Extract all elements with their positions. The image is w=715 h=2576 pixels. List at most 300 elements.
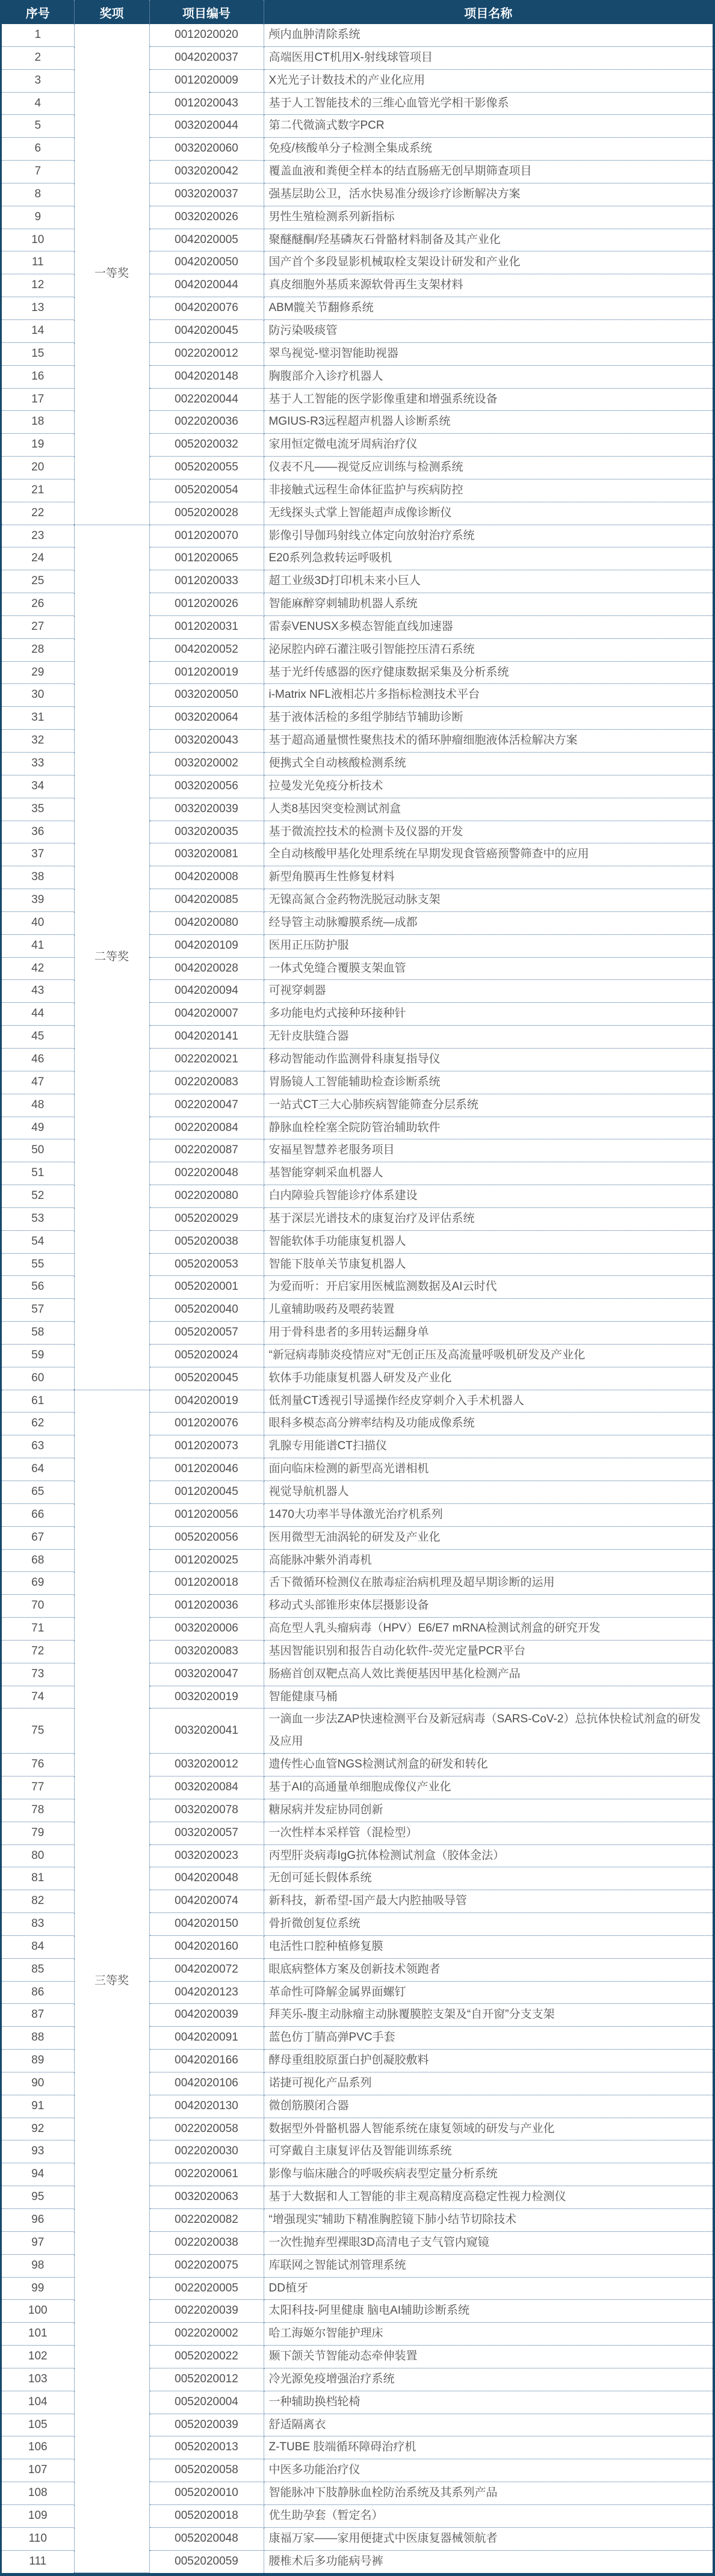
- code-cell: 0022020039: [149, 2300, 264, 2323]
- code-cell: 0032020063: [149, 2186, 264, 2209]
- code-cell: 0012020018: [149, 1572, 264, 1595]
- name-cell: 便携式全自动核酸检测系统: [264, 753, 713, 775]
- code-cell: 0032020026: [149, 206, 264, 229]
- serial-cell: 6: [2, 138, 74, 161]
- code-cell: 0052020045: [149, 1367, 264, 1390]
- name-cell: 基于深层光谱技术的康复治疗及评估系统: [264, 1207, 713, 1230]
- serial-cell: 85: [2, 1958, 74, 1981]
- name-cell: 国产首个多段显影机械取栓支架设计研发和产业化: [264, 251, 713, 274]
- name-cell: 雷泰VENUSX多模态智能直线加速器: [264, 615, 713, 638]
- code-cell: 0042020028: [149, 957, 264, 980]
- serial-cell: 30: [2, 684, 74, 707]
- code-cell: 0042020130: [149, 2095, 264, 2118]
- serial-cell: 93: [2, 2140, 74, 2163]
- code-cell: 0032020002: [149, 753, 264, 775]
- serial-cell: 52: [2, 1185, 74, 1208]
- code-cell: 0042020150: [149, 1913, 264, 1936]
- serial-cell: 3: [2, 69, 74, 92]
- serial-cell: 54: [2, 1230, 74, 1253]
- name-cell: 基于大数据和人工智能的非主观高精度高稳定性视力检测仪: [264, 2186, 713, 2209]
- code-cell: 0032020047: [149, 1663, 264, 1686]
- serial-cell: 105: [2, 2414, 74, 2436]
- name-cell: i-Matrix NFL液相芯片多指标检测技术平台: [264, 684, 713, 707]
- code-cell: 0042020052: [149, 638, 264, 661]
- name-cell: 胸腹部介入诊疗机器人: [264, 365, 713, 388]
- serial-cell: 72: [2, 1640, 74, 1663]
- name-cell: 颞下颌关节智能动态牵伸装置: [264, 2346, 713, 2368]
- name-cell: “新冠病毒肺炎疫情应对”无创正压及高流量呼吸机研发及产业化: [264, 1344, 713, 1367]
- name-cell: 新型角膜再生性修复材料: [264, 866, 713, 889]
- name-cell: 基于微流控技术的检测卡及仪器的开发: [264, 821, 713, 843]
- code-cell: 0032020041: [149, 1709, 264, 1754]
- serial-cell: 7: [2, 161, 74, 183]
- table-row: [2, 525, 713, 547]
- serial-cell: 44: [2, 1003, 74, 1026]
- name-cell: 一体式免缝合覆膜支架血管: [264, 957, 713, 980]
- code-cell: 0052020010: [149, 2482, 264, 2505]
- code-cell: 0022020058: [149, 2118, 264, 2140]
- code-cell: 0052020032: [149, 434, 264, 457]
- name-cell: 康福万家——家用便捷式中医康复器械领航者: [264, 2527, 713, 2550]
- serial-cell: 76: [2, 1754, 74, 1776]
- code-cell: 0042020094: [149, 980, 264, 1003]
- name-cell: 可视穿刺器: [264, 980, 713, 1003]
- code-cell: 0032020057: [149, 1822, 264, 1844]
- table-body: [2, 24, 713, 2573]
- name-cell: 医用正压防护服: [264, 934, 713, 957]
- serial-cell: 109: [2, 2504, 74, 2527]
- name-cell: 库联网之智能试剂管理系统: [264, 2254, 713, 2277]
- name-cell: MGIUS-R3远程超声机器人诊断系统: [264, 411, 713, 434]
- serial-cell: 70: [2, 1595, 74, 1618]
- serial-cell: 36: [2, 821, 74, 843]
- name-cell: 冷光源免疫增强治疗系统: [264, 2368, 713, 2391]
- name-cell: 安福星智慧养老服务项目: [264, 1139, 713, 1162]
- serial-cell: 10: [2, 229, 74, 251]
- code-cell: 0052020040: [149, 1299, 264, 1322]
- name-cell: 可穿戴自主康复评估及智能训练系统: [264, 2140, 713, 2163]
- table-row: [2, 1390, 713, 1413]
- name-cell: ABM髋关节翻修系统: [264, 297, 713, 320]
- name-cell: 基于人工智能的医学影像重建和增强系统设备: [264, 388, 713, 411]
- code-cell: 0012020056: [149, 1503, 264, 1526]
- code-cell: 0052020028: [149, 502, 264, 525]
- serial-cell: 62: [2, 1413, 74, 1435]
- code-cell: 0032020012: [149, 1754, 264, 1776]
- serial-cell: 73: [2, 1663, 74, 1686]
- serial-cell: 64: [2, 1458, 74, 1481]
- code-cell: 0052020022: [149, 2346, 264, 2368]
- name-cell: 翠鸟视觉-璧羽智能助视器: [264, 342, 713, 365]
- serial-cell: 22: [2, 502, 74, 525]
- name-cell: 智能下肢单关节康复机器人: [264, 1253, 713, 1276]
- code-cell: 0032020039: [149, 798, 264, 821]
- name-cell: 基因智能识别和报告自动化软件-荧光定量PCR平台: [264, 1640, 713, 1663]
- serial-cell: 14: [2, 319, 74, 342]
- code-cell: 0012020019: [149, 661, 264, 684]
- serial-cell: 49: [2, 1117, 74, 1139]
- serial-cell: 15: [2, 342, 74, 365]
- name-cell: 第二代微滴式数字PCR: [264, 115, 713, 138]
- code-cell: 0052020053: [149, 1253, 264, 1276]
- name-cell: 家用恒定微电流牙周病治疗仪: [264, 434, 713, 457]
- serial-cell: 92: [2, 2118, 74, 2140]
- name-cell: 基于AI的高通量单细胞成像仪产业化: [264, 1776, 713, 1799]
- serial-cell: 94: [2, 2163, 74, 2186]
- serial-cell: 74: [2, 1686, 74, 1709]
- name-cell: 防污染吸痰管: [264, 319, 713, 342]
- name-cell: 智能软体手功能康复机器人: [264, 1230, 713, 1253]
- col-header-serial: 序号: [2, 0, 74, 24]
- name-cell: 蓝色仿丁腈高弹PVC手套: [264, 2027, 713, 2050]
- name-cell: 拜芙乐-腹主动脉瘤主动脉覆膜腔支架及“自开窗”分支支架: [264, 2004, 713, 2027]
- name-cell: 智能脉冲下肢静脉血栓防治系统及其系列产品: [264, 2482, 713, 2505]
- code-cell: 0052020059: [149, 2550, 264, 2572]
- name-cell: 眼底病整体方案及创新技术领跑者: [264, 1958, 713, 1981]
- name-cell: 颅内血肿清除系统: [264, 24, 713, 46]
- serial-cell: 43: [2, 980, 74, 1003]
- serial-cell: 68: [2, 1549, 74, 1572]
- code-cell: 0042020019: [149, 1390, 264, 1413]
- name-cell: 哈工海姬尔智能护理床: [264, 2323, 713, 2346]
- code-cell: 0012020020: [149, 24, 264, 46]
- serial-cell: 100: [2, 2300, 74, 2323]
- code-cell: 0022020075: [149, 2254, 264, 2277]
- serial-cell: 106: [2, 2436, 74, 2459]
- serial-cell: 45: [2, 1026, 74, 1049]
- serial-cell: 104: [2, 2391, 74, 2414]
- name-cell: 聚醚醚酮/羟基磷灰石骨骼材料制备及其产业化: [264, 229, 713, 251]
- name-cell: 微创筋膜闭合器: [264, 2095, 713, 2118]
- serial-cell: 81: [2, 1867, 74, 1890]
- serial-cell: 56: [2, 1276, 74, 1299]
- code-cell: 0042020141: [149, 1026, 264, 1049]
- serial-cell: 61: [2, 1390, 74, 1413]
- serial-cell: 1: [2, 24, 74, 46]
- code-cell: 0022020012: [149, 342, 264, 365]
- code-cell: 0052020057: [149, 1322, 264, 1345]
- name-cell: 覆盖血液和粪便全样本的结直肠癌无创早期筛查项目: [264, 161, 713, 183]
- name-cell: 强基层助公卫，活水快易准分级诊疗诊断解决方案: [264, 183, 713, 206]
- serial-cell: 20: [2, 457, 74, 479]
- serial-cell: 79: [2, 1822, 74, 1844]
- table-header-row: [2, 0, 713, 24]
- name-cell: 诺捷可视化产品系列: [264, 2072, 713, 2095]
- code-cell: 0042020123: [149, 1981, 264, 2004]
- name-cell: 智能健康马桶: [264, 1686, 713, 1709]
- code-cell: 0042020106: [149, 2072, 264, 2095]
- serial-cell: 37: [2, 843, 74, 866]
- serial-cell: 33: [2, 753, 74, 775]
- code-cell: 0042020048: [149, 1867, 264, 1890]
- name-cell: 真皮细胞外基质来源软骨再生支架材料: [264, 274, 713, 297]
- col-header-code: 项目编号: [149, 0, 264, 24]
- code-cell: 0042020166: [149, 2050, 264, 2072]
- code-cell: 0052020058: [149, 2459, 264, 2482]
- serial-cell: 110: [2, 2527, 74, 2550]
- code-cell: 0042020085: [149, 889, 264, 912]
- serial-cell: 82: [2, 1890, 74, 1913]
- code-cell: 0022020080: [149, 1185, 264, 1208]
- code-cell: 0032020064: [149, 707, 264, 730]
- serial-cell: 24: [2, 547, 74, 570]
- code-cell: 0042020045: [149, 319, 264, 342]
- code-cell: 0042020091: [149, 2027, 264, 2050]
- serial-cell: 2: [2, 46, 74, 69]
- name-cell: 拉曼发光免疫分析技术: [264, 775, 713, 798]
- name-cell: 泌尿腔内碎石灌注吸引智能控压清石系统: [264, 638, 713, 661]
- serial-cell: 4: [2, 92, 74, 115]
- code-cell: 0012020025: [149, 1549, 264, 1572]
- name-cell: 视觉导航机器人: [264, 1481, 713, 1504]
- code-cell: 0022020038: [149, 2231, 264, 2254]
- code-cell: 0032020037: [149, 183, 264, 206]
- code-cell: 0032020081: [149, 843, 264, 866]
- name-cell: 遗传性心血管NGS检测试剂盒的研发和转化: [264, 1754, 713, 1776]
- code-cell: 0052020029: [149, 1207, 264, 1230]
- code-cell: 0012020045: [149, 1481, 264, 1504]
- award-cell: 二等奖: [74, 525, 149, 1390]
- serial-cell: 96: [2, 2209, 74, 2232]
- code-cell: 0022020087: [149, 1139, 264, 1162]
- name-cell: 新科技，新希望-国产最大内腔抽吸导管: [264, 1890, 713, 1913]
- serial-cell: 47: [2, 1071, 74, 1094]
- name-cell: 优生助孕套（暂定名）: [264, 2504, 713, 2527]
- serial-cell: 88: [2, 2027, 74, 2050]
- code-cell: 0022020036: [149, 411, 264, 434]
- serial-cell: 108: [2, 2482, 74, 2505]
- code-cell: 0032020078: [149, 1799, 264, 1822]
- name-cell: 影像引导伽玛射线立体定向放射治疗系统: [264, 525, 713, 547]
- name-cell: 基于液体活检的多组学肺结节辅助诊断: [264, 707, 713, 730]
- name-cell: 仪表不凡——视觉反应训练与检测系统: [264, 457, 713, 479]
- serial-cell: 5: [2, 115, 74, 138]
- serial-cell: 91: [2, 2095, 74, 2118]
- code-cell: 0012020070: [149, 525, 264, 547]
- code-cell: 0022020005: [149, 2277, 264, 2300]
- name-cell: 智能麻醉穿刺辅助机器人系统: [264, 593, 713, 616]
- name-cell: X光光子计数技术的产业化应用: [264, 69, 713, 92]
- serial-cell: 67: [2, 1526, 74, 1549]
- code-cell: 0052020013: [149, 2436, 264, 2459]
- serial-cell: 87: [2, 2004, 74, 2027]
- name-cell: 为爱而听：开启家用医械监测数据及AI云时代: [264, 1276, 713, 1299]
- serial-cell: 50: [2, 1139, 74, 1162]
- code-cell: 0032020050: [149, 684, 264, 707]
- serial-cell: 31: [2, 707, 74, 730]
- serial-cell: 19: [2, 434, 74, 457]
- code-cell: 0012020036: [149, 1595, 264, 1618]
- code-cell: 0012020031: [149, 615, 264, 638]
- name-cell: 骨折微创复位系统: [264, 1913, 713, 1936]
- serial-cell: 46: [2, 1048, 74, 1071]
- code-cell: 0022020061: [149, 2163, 264, 2186]
- table-row: [2, 24, 713, 46]
- serial-cell: 16: [2, 365, 74, 388]
- code-cell: 0032020060: [149, 138, 264, 161]
- name-cell: 无创可延长假体系统: [264, 1867, 713, 1890]
- serial-cell: 17: [2, 388, 74, 411]
- code-cell: 0022020047: [149, 1094, 264, 1117]
- award-cell: 一等奖: [74, 24, 149, 525]
- serial-cell: 26: [2, 593, 74, 616]
- name-cell: 酵母重组胶原蛋白护创凝胶敷料: [264, 2050, 713, 2072]
- serial-cell: 83: [2, 1913, 74, 1936]
- serial-cell: 12: [2, 274, 74, 297]
- name-cell: 无线探头式掌上智能超声成像诊断仪: [264, 502, 713, 525]
- code-cell: 0042020074: [149, 1890, 264, 1913]
- code-cell: 0032020006: [149, 1618, 264, 1641]
- code-cell: 0022020044: [149, 388, 264, 411]
- code-cell: 0052020004: [149, 2391, 264, 2414]
- code-cell: 0032020019: [149, 1686, 264, 1709]
- award-cell: 三等奖: [74, 1390, 149, 2572]
- serial-cell: 51: [2, 1162, 74, 1185]
- serial-cell: 103: [2, 2368, 74, 2391]
- code-cell: 0042020148: [149, 365, 264, 388]
- code-cell: 0042020005: [149, 229, 264, 251]
- name-cell: 经导管主动脉瓣膜系统—成都: [264, 911, 713, 934]
- serial-cell: 9: [2, 206, 74, 229]
- code-cell: 0042020044: [149, 274, 264, 297]
- serial-cell: 86: [2, 1981, 74, 2004]
- name-cell: 基智能穿刺采血机器人: [264, 1162, 713, 1185]
- code-cell: 0052020039: [149, 2414, 264, 2436]
- col-header-name: 项目名称: [264, 0, 713, 24]
- serial-cell: 77: [2, 1776, 74, 1799]
- code-cell: 0032020044: [149, 115, 264, 138]
- serial-cell: 38: [2, 866, 74, 889]
- code-cell: 0012020026: [149, 593, 264, 616]
- name-cell: 基于超高通量惯性聚焦技术的循环肿瘤细胞液体活检解决方案: [264, 730, 713, 753]
- code-cell: 0052020055: [149, 457, 264, 479]
- serial-cell: 60: [2, 1367, 74, 1390]
- code-cell: 0042020007: [149, 1003, 264, 1026]
- name-cell: 一次性抛弃型裸眼3D高清电子支气管内窥镜: [264, 2231, 713, 2254]
- code-cell: 0032020035: [149, 821, 264, 843]
- serial-cell: 23: [2, 525, 74, 547]
- code-cell: 0052020054: [149, 479, 264, 502]
- name-cell: 无针皮肤缝合器: [264, 1026, 713, 1049]
- name-cell: 超工业级3D打印机未来小巨人: [264, 570, 713, 593]
- serial-cell: 58: [2, 1322, 74, 1345]
- name-cell: 舌下微循环检测仪在脓毒症治病机理及超早期诊断的运用: [264, 1572, 713, 1595]
- name-cell: 乳腺专用能谱CT扫描仪: [264, 1435, 713, 1458]
- serial-cell: 75: [2, 1709, 74, 1754]
- code-cell: 0042020072: [149, 1958, 264, 1981]
- serial-cell: 71: [2, 1618, 74, 1641]
- serial-cell: 32: [2, 730, 74, 753]
- code-cell: 0022020030: [149, 2140, 264, 2163]
- serial-cell: 21: [2, 479, 74, 502]
- name-cell: Z-TUBE 肢端循环障碍治疗机: [264, 2436, 713, 2459]
- serial-cell: 63: [2, 1435, 74, 1458]
- serial-cell: 11: [2, 251, 74, 274]
- serial-cell: 97: [2, 2231, 74, 2254]
- serial-cell: 55: [2, 1253, 74, 1276]
- code-cell: 0032020042: [149, 161, 264, 183]
- code-cell: 0052020048: [149, 2527, 264, 2550]
- serial-cell: 8: [2, 183, 74, 206]
- serial-cell: 98: [2, 2254, 74, 2277]
- code-cell: 0052020056: [149, 1526, 264, 1549]
- name-cell: 革命性可降解金属界面螺钉: [264, 1981, 713, 2004]
- name-cell: 用于骨科患者的多用转运翻身单: [264, 1322, 713, 1345]
- code-cell: 0032020084: [149, 1776, 264, 1799]
- code-cell: 0042020160: [149, 1935, 264, 1958]
- name-cell: 丙型肝炎病毒IgG抗体检测试剂盒（胶体金法）: [264, 1844, 713, 1867]
- serial-cell: 102: [2, 2346, 74, 2368]
- name-cell: 软体手功能康复机器人研发及产业化: [264, 1367, 713, 1390]
- code-cell: 0052020001: [149, 1276, 264, 1299]
- code-cell: 0012020076: [149, 1413, 264, 1435]
- code-cell: 0042020050: [149, 251, 264, 274]
- serial-cell: 80: [2, 1844, 74, 1867]
- code-cell: 0012020033: [149, 570, 264, 593]
- serial-cell: 42: [2, 957, 74, 980]
- code-cell: 0042020076: [149, 297, 264, 320]
- serial-cell: 65: [2, 1481, 74, 1504]
- code-cell: 0042020109: [149, 934, 264, 957]
- name-cell: 中医多功能治疗仪: [264, 2459, 713, 2482]
- serial-cell: 28: [2, 638, 74, 661]
- code-cell: 0032020056: [149, 775, 264, 798]
- code-cell: 0032020043: [149, 730, 264, 753]
- name-cell: 电活性口腔种植修复膜: [264, 1935, 713, 1958]
- code-cell: 0052020018: [149, 2504, 264, 2527]
- name-cell: 白内障验兵智能诊疗体系建设: [264, 1185, 713, 1208]
- name-cell: 人类8基因突变检测试剂盒: [264, 798, 713, 821]
- serial-cell: 99: [2, 2277, 74, 2300]
- name-cell: 胃肠镜人工智能辅助检查诊断系统: [264, 1071, 713, 1094]
- name-cell: 多功能电灼式接种环接种针: [264, 1003, 713, 1026]
- serial-cell: 34: [2, 775, 74, 798]
- name-cell: 一次性样本采样管（混检型）: [264, 1822, 713, 1844]
- code-cell: 0042020080: [149, 911, 264, 934]
- code-cell: 0012020046: [149, 1458, 264, 1481]
- name-cell: 面向临床检测的新型高光谱相机: [264, 1458, 713, 1481]
- serial-cell: 95: [2, 2186, 74, 2209]
- serial-cell: 13: [2, 297, 74, 320]
- code-cell: 0022020002: [149, 2323, 264, 2346]
- serial-cell: 53: [2, 1207, 74, 1230]
- name-cell: 太阳科技-阿里健康 脑电AI辅助诊断系统: [264, 2300, 713, 2323]
- name-cell: E20系列急救转运呼吸机: [264, 547, 713, 570]
- code-cell: 0042020037: [149, 46, 264, 69]
- serial-cell: 48: [2, 1094, 74, 1117]
- code-cell: 0022020083: [149, 1071, 264, 1094]
- code-cell: 0052020012: [149, 2368, 264, 2391]
- serial-cell: 78: [2, 1799, 74, 1822]
- name-cell: 非接触式远程生命体征监护与疾病防控: [264, 479, 713, 502]
- awards-table: [2, 0, 713, 2573]
- code-cell: 0022020082: [149, 2209, 264, 2232]
- code-cell: 0022020084: [149, 1117, 264, 1139]
- name-cell: 肠癌首创双靶点高人效比粪便基因甲基化检测产品: [264, 1663, 713, 1686]
- col-header-award: 奖项: [74, 0, 149, 24]
- name-cell: 腰椎术后多功能病号裤: [264, 2550, 713, 2572]
- name-cell: 影像与临床融合的呼吸疾病表型定量分析系统: [264, 2163, 713, 2186]
- name-cell: 1470大功率半导体激光治疗机系列: [264, 1503, 713, 1526]
- name-cell: 移动式头部锥形束体层摄影设备: [264, 1595, 713, 1618]
- name-cell: 无镍高氮合金药物洗脱冠动脉支架: [264, 889, 713, 912]
- serial-cell: 84: [2, 1935, 74, 1958]
- code-cell: 0012020043: [149, 92, 264, 115]
- code-cell: 0052020038: [149, 1230, 264, 1253]
- name-cell: 免疫/核酸单分子检测全集成系统: [264, 138, 713, 161]
- name-cell: DD植牙: [264, 2277, 713, 2300]
- serial-cell: 27: [2, 615, 74, 638]
